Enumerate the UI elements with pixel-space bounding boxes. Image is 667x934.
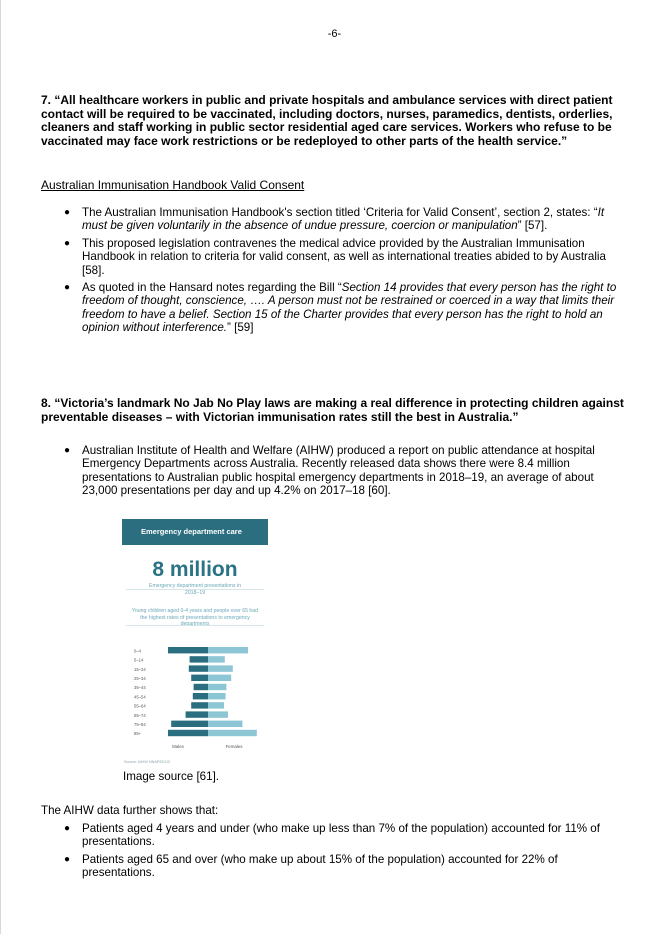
divider [126,589,264,590]
bullet-icon: ● [64,282,71,294]
male-bar [168,730,208,736]
male-bar [171,721,208,727]
males-legend-label: Males [172,744,184,749]
age-group-label: 0–4 [134,648,141,654]
female-bar [208,675,231,681]
section-7-bullets [41,206,626,339]
section-7-subheading: Australian Immunisation Handbook Valid Consent [41,178,305,192]
infographic-subtitle: Emergency department presentations in 2018–19 [149,583,241,596]
section-8-bullets [41,444,626,502]
infographic-big-number: 8 million [152,558,238,581]
female-bar [208,647,248,653]
female-bar [208,721,242,727]
section-8-heading: 8. “Victoria’s landmark No Jab No Play laws are making a real difference in protecting children against preventable diseases – with Victorian immunisation rates still the best in Australia.” [41,396,624,424]
age-pyramid-chart [122,645,268,759]
list-item: ● Australian Institute of Health and Welfare (AIHW) produced a report on public attendance at hospital Emergency Departments across Australia. Recently released data shows there were 8.4 million presentations to Australian public hospital emergency departments in 2018–19, an average of about 23,000 presentations per day and up 4.2% on 2017–18 [60]. [64,444,595,498]
infographic-note: Young children aged 0-4 years and people over 65 had the highest rates of presentations to emergency [131,608,259,621]
infographic-source: Source: AIHW NNAPEDCD [124,760,171,764]
male-bar [194,684,208,690]
male-bar [191,702,208,708]
page-number: -6- [327,28,342,40]
age-group-label: 55–64 [134,703,146,709]
age-group-label: 65–74 [134,712,146,718]
list-item: ● Patients aged 4 years and under (who make up less than 7% of the population) accounted for 11% of presentations. [64,822,600,849]
aihw-bullets [41,822,626,884]
female-bar [208,665,233,671]
age-group-label: 15–24 [134,666,146,672]
male-bar [191,675,208,681]
male-bar [190,656,208,662]
female-bar [208,702,224,708]
age-group-label: 35–44 [134,685,146,691]
age-group-label: 45–54 [134,694,146,700]
list-item: ● Patients aged 65 and over (who make up about 15% of the population) accounted for 22% of presentations. [64,852,558,880]
age-group-label: 85+ [134,731,142,737]
list-item: ● As quoted in the Hansard notes regarding the Bill “Section 14 provides that every person has the right to freedom of thought, conscience, …. A person must not be restrained or coerced in a way that limits their freedom to have a belief. Section 15 of the Charter provides that every person has the right to hold an opinion without interference.” [59] [64,281,617,335]
bullet-icon: ● [64,207,71,218]
emergency-department-infographic [122,519,268,767]
aihw-intro: The AIHW data further shows that: [41,804,219,817]
divider [126,625,264,626]
bullet-icon: ● [64,823,71,834]
females-legend-label: Females [225,744,243,749]
female-bar [208,684,226,690]
male-bar [193,693,208,699]
infographic-header: Emergency department care [122,519,268,545]
male-bar [186,711,208,717]
male-bar [168,647,208,653]
bullet-icon: ● [64,237,71,249]
male-bar [189,665,208,671]
section-7-heading: 7. “All healthcare workers in public and private hospitals and ambulance services with direct patient contact will be required to be vaccinated, including doctors, nurses, paramedics, dentists, orderlies, cleaners and staff working in public sector residential aged care services. Workers who refuse to be vaccinated may face work restrictions or be redeployed to other parts of the health service.” [41,93,613,148]
age-group-label: 75–84 [134,722,146,727]
image-caption: Image source [61]. [123,770,220,783]
age-group-label: 25–34 [134,676,146,681]
list-item: ● The Australian Immunisation Handbook's section titled ‘Criteria for Valid Consent’, section 2, states: “It must be given voluntarily in the absence of undue pressure, coercion or manipulation” [57]. [64,206,605,233]
bullet-icon: ● [64,445,71,456]
list-item: ● This proposed legislation contravenes the medical advice provided by the Australian Immunisation Handbook in relation to criteria for valid consent, as well as international treaties abided to by Australia [58]. [64,236,606,277]
female-bar [208,711,228,717]
age-group-label: 5–14 [134,657,144,663]
bullet-icon: ● [64,853,71,865]
female-bar [208,656,225,662]
female-bar [208,730,257,736]
female-bar [208,693,226,699]
